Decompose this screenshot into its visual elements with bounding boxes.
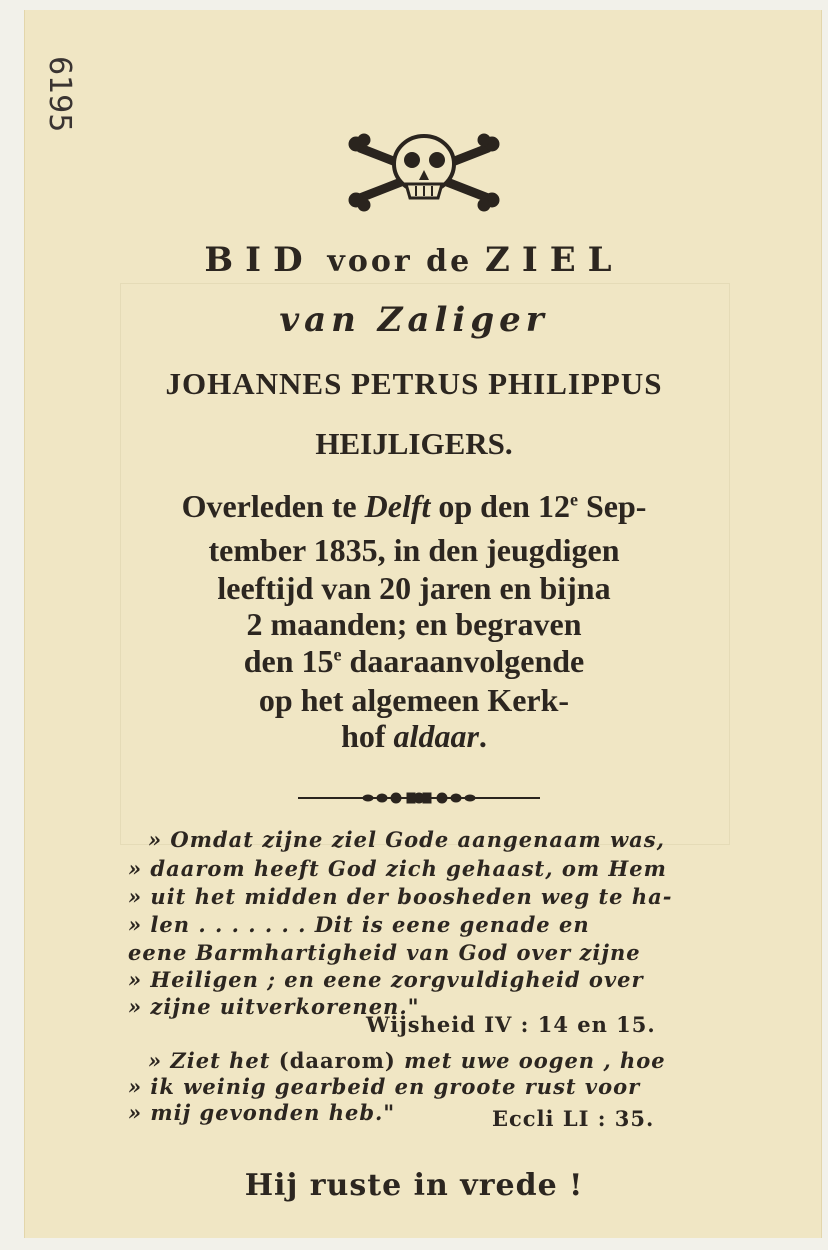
- body-text: op den 12: [430, 488, 570, 524]
- quote2-reference: Eccli LI : 35.: [492, 1106, 655, 1131]
- quote2-line-1: [148, 1048, 666, 1073]
- quote1-line-4: » len . . . . . . . Dit is eene genade en: [128, 912, 590, 937]
- quote1-line-6: » Heiligen ; en eene zorgvuldigheid over: [128, 967, 644, 992]
- quote2-text: met uwe oogen , hoe: [395, 1048, 666, 1073]
- ordinal-suffix: e: [333, 644, 342, 665]
- body-line-4: 2 maanden; en begraven: [246, 606, 582, 642]
- quote1-reference: Wijsheid IV : 14 en 15.: [366, 1012, 656, 1037]
- body-line-7: [0, 718, 828, 755]
- skull-and-crossbones-icon: [346, 128, 502, 212]
- quote1-line-1: » Omdat zijne ziel Gode aangenaam was,: [148, 827, 665, 852]
- body-line-2: tember 1835, in den jeugdigen: [208, 532, 620, 568]
- catalog-number: 6195: [42, 56, 77, 133]
- heading-voor-de: voor de: [327, 244, 473, 279]
- place-name: Delft: [364, 488, 431, 524]
- quote1-line-7: » zijne uitverkorenen.": [128, 994, 420, 1019]
- divider-ornament: [298, 790, 540, 806]
- body-text: .: [478, 718, 487, 754]
- body-text-italic: aldaar: [393, 718, 479, 754]
- quote2-text-upright: (daarom): [278, 1048, 396, 1073]
- heading-ziel: ZIEL: [485, 240, 624, 280]
- ordinal-suffix: e: [569, 489, 578, 510]
- body-line-3: leeftijd van 20 jaren en bijna: [217, 570, 611, 606]
- quote1-line-2: » daarom heeft God zich gehaast, om Hem: [128, 856, 667, 881]
- deceased-given-names: JOHANNES PETRUS PHILIPPUS: [165, 366, 663, 401]
- body-text: daaraanvolgende: [341, 643, 585, 679]
- quote1-line-5: eene Barmhartigheid van God over zijne: [128, 940, 641, 965]
- body-text: Overleden te: [181, 488, 365, 524]
- body-line-6: op het algemeen Kerk-: [258, 682, 570, 718]
- body-line-5: [0, 643, 828, 680]
- deceased-surname: HEIJLIGERS.: [315, 426, 513, 461]
- body-text: den 15: [243, 643, 334, 679]
- quote2-text: » Ziet het: [148, 1048, 279, 1073]
- catalog-number-stamp: [22, 50, 82, 170]
- subtitle-van-zaliger: van Zaliger: [279, 300, 549, 340]
- closing-prayer: Hij ruste in vrede !: [244, 1168, 584, 1203]
- body-text: hof: [341, 718, 394, 754]
- quote1-line-3: » uit het midden der boosheden weg te ha-: [128, 884, 673, 909]
- body-line-1: [0, 488, 828, 525]
- quote2-line-3: » mij gevonden heb.": [128, 1100, 396, 1125]
- quote2-line-2: » ik weinig gearbeid en groote rust voor: [128, 1074, 641, 1099]
- heading-bid: BID: [204, 240, 315, 280]
- heading-bid-voor-de-ziel: [0, 240, 828, 280]
- body-text: Sep-: [577, 488, 647, 524]
